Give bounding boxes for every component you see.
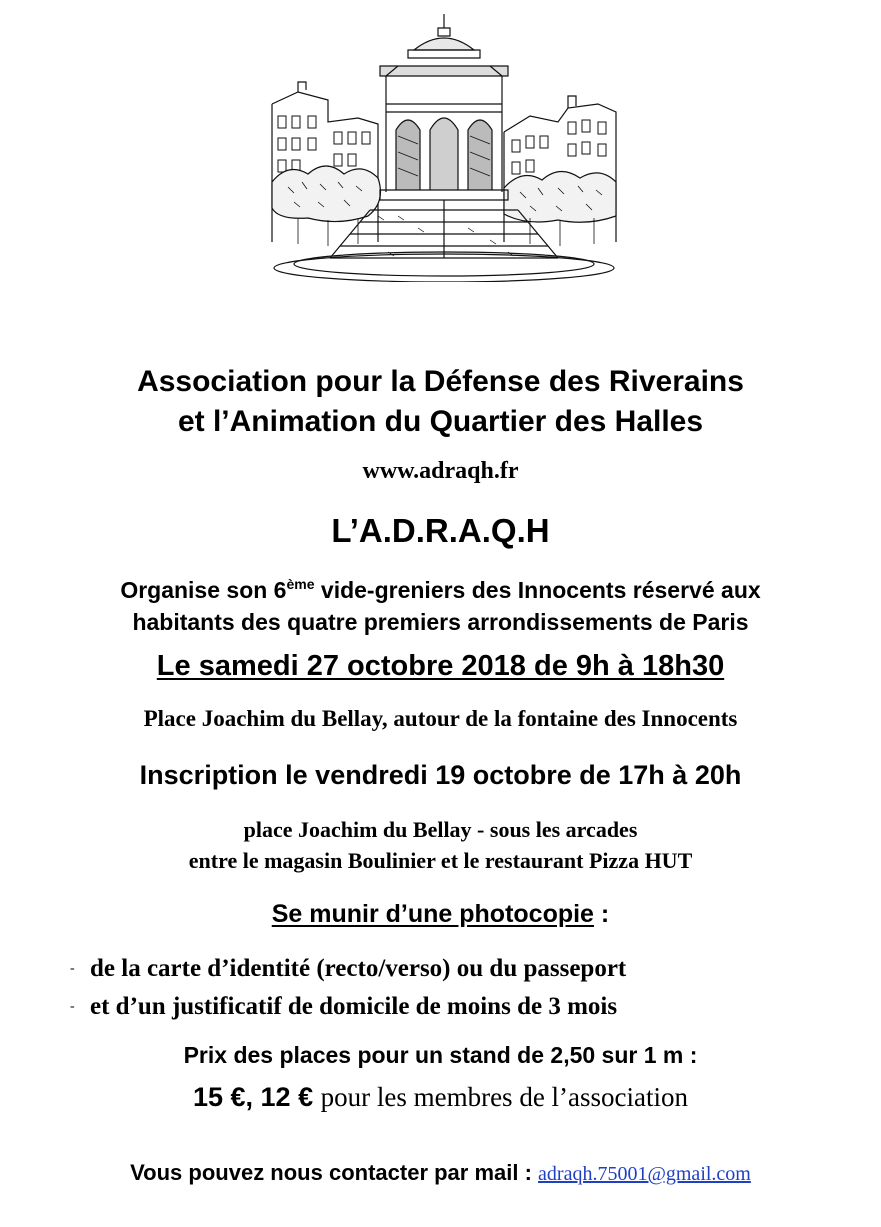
documents-list xyxy=(70,950,850,1026)
association-acronym: L’A.D.R.A.Q.H xyxy=(331,512,550,549)
event-description-line-2: habitants des quatre premiers arrondissements de Paris xyxy=(132,609,749,635)
list-item xyxy=(70,988,850,1026)
list-item xyxy=(70,950,850,988)
event-description xyxy=(0,574,881,638)
prices: 15 €, 12 € xyxy=(192,1082,314,1112)
member-price-note: pour les membres de l’association xyxy=(320,1082,689,1112)
bullet-dash: - xyxy=(70,999,75,1014)
title-line-1: Association pour la Défense des Riverains xyxy=(137,365,744,398)
inscription-location-line-1: place Joachim du Bellay - sous les arcades xyxy=(243,817,638,842)
event-place: Place Joachim du Bellay, autour de la fontaine des Innocents xyxy=(143,706,738,731)
association-name xyxy=(0,362,881,442)
documents-heading-text: Se munir d’une photocopie xyxy=(271,900,594,928)
fountain-illustration xyxy=(268,12,620,282)
organise-post: vide-greniers des Innocents réservé aux xyxy=(314,577,761,603)
pricing-line: Prix des places pour un stand de 2,50 sur 1 m : xyxy=(183,1042,698,1068)
inscription-title: Inscription le vendredi 19 octobre de 17h à 20h xyxy=(139,760,742,790)
title-line-2: et l’Animation du Quartier des Halles xyxy=(177,405,704,438)
contact-label: Vous pouvez nous contacter par mail : xyxy=(130,1160,532,1185)
organise-pre: Organise son 6 xyxy=(120,577,287,603)
document-item-1: de la carte d’identité (recto/verso) ou du passeport xyxy=(90,955,627,982)
inscription-location xyxy=(0,814,881,876)
documents-heading-colon: : xyxy=(593,900,610,928)
ordinal-suffix: ème xyxy=(286,576,315,592)
website-url: www.adraqh.fr xyxy=(362,458,519,484)
contact-line xyxy=(0,1160,881,1186)
documents-heading xyxy=(0,900,881,929)
inscription-location-line-2: entre le magasin Boulinier et le restaurant Pizza HUT xyxy=(188,848,693,873)
bullet-dash: - xyxy=(70,961,75,976)
pricing-values xyxy=(0,1082,881,1113)
event-description-line-1 xyxy=(0,574,881,606)
event-date: Le samedi 27 octobre 2018 de 9h à 18h30 xyxy=(156,650,725,682)
contact-email-link[interactable]: adraqh.75001@gmail.com xyxy=(538,1163,751,1185)
document-item-2: et d’un justificatif de domicile de moins de 3 mois xyxy=(90,993,618,1020)
